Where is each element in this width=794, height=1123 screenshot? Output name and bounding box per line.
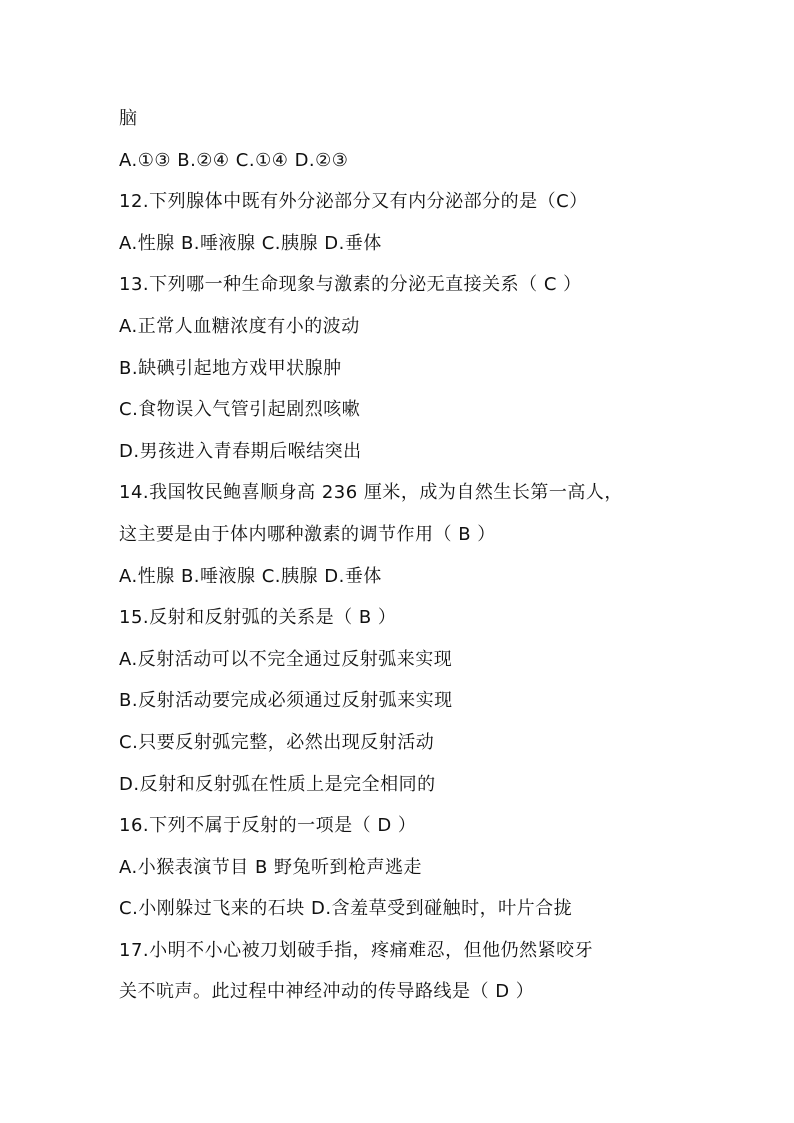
answer-options: C.小刚躲过飞来的石块 D.含羞草受到碰触时，叶片合拢 <box>119 898 573 920</box>
question-14-continued: 这主要是由于体内哪种激素的调节作用（ B ） <box>119 523 496 545</box>
answer-options: A.①③ B.②④ C.①④ D.②③ <box>119 149 349 171</box>
answer-option-a: A.反射活动可以不完全通过反射弧来实现 <box>119 648 453 670</box>
question-text-block <box>119 98 759 1013</box>
question-16: 16.下列不属于反射的一项是（ D ） <box>119 815 417 837</box>
question-15: 15.反射和反射弧的关系是（ B ） <box>119 607 397 629</box>
text-line: 脑 <box>119 108 138 129</box>
answer-option-c: C.只要反射弧完整，必然出现反射活动 <box>119 731 435 753</box>
answer-option-d: D.男孩进入青春期后喉结突出 <box>119 440 362 462</box>
answer-option-c: C.食物误入气管引起剧烈咳嗽 <box>119 399 361 421</box>
question-12: 12.下列腺体中既有外分泌部分又有内分泌部分的是（C） <box>119 191 588 213</box>
answer-option-b: B.缺碘引起地方戏甲状腺肿 <box>119 357 342 379</box>
answer-options: A.小猴表演节目 B 野兔听到枪声逃走 <box>119 856 423 878</box>
answer-option-d: D.反射和反射弧在性质上是完全相同的 <box>119 773 436 795</box>
question-17-continued: 关不吭声。此过程中神经冲动的传导路线是（ D ） <box>119 981 535 1003</box>
answer-options: A.性腺 B.唾液腺 C.胰腺 D.垂体 <box>119 232 382 254</box>
answer-option-a: A.正常人血糖浓度有小的波动 <box>119 315 360 337</box>
question-17: 17.小明不小心被刀划破手指，疼痛难忍，但他仍然紧咬牙 <box>119 939 594 961</box>
question-13: 13.下列哪一种生命现象与激素的分泌无直接关系（ C ） <box>119 274 582 296</box>
question-14: 14.我国牧民鲍喜顺身高 236 厘米，成为自然生长第一高人， <box>119 482 623 504</box>
answer-option-b: B.反射活动要完成必须通过反射弧来实现 <box>119 690 453 712</box>
answer-options: A.性腺 B.唾液腺 C.胰腺 D.垂体 <box>119 565 382 587</box>
